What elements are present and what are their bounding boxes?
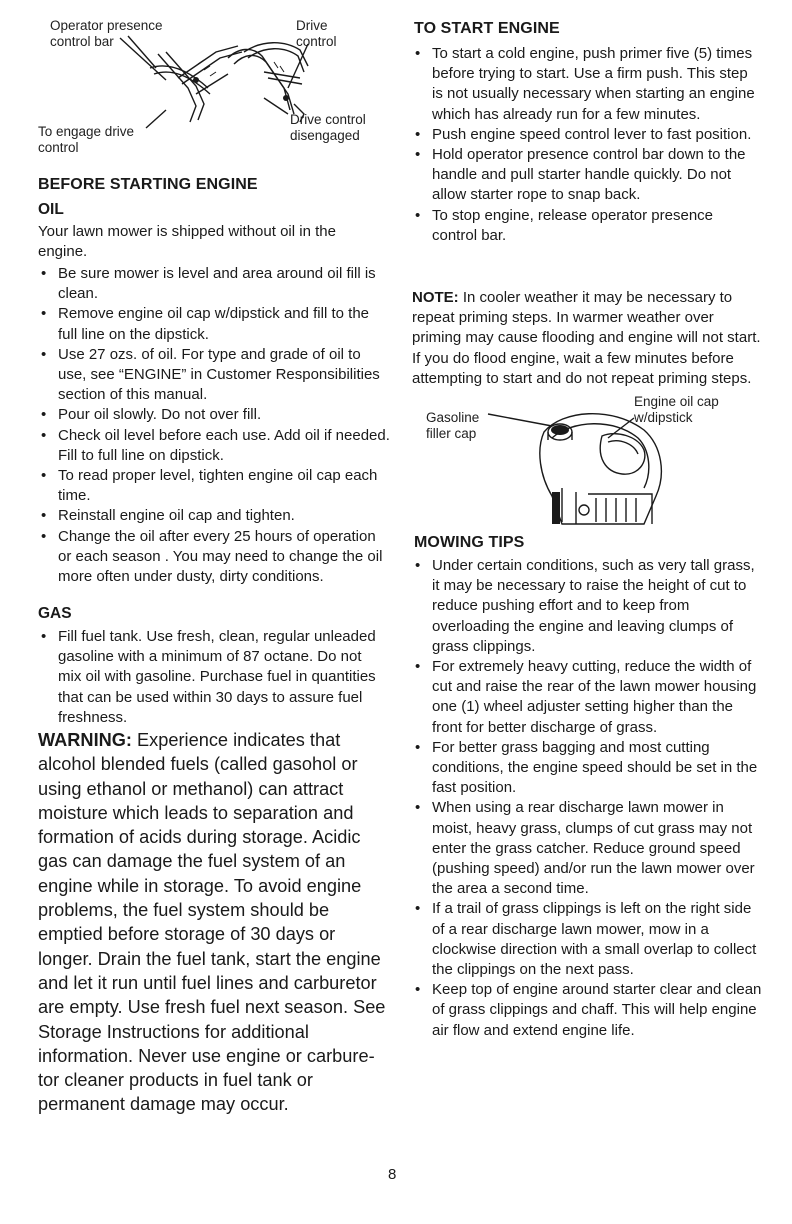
start-engine-list	[412, 44, 762, 246]
list-item: • Push engine speed control lever to fast position.	[412, 125, 762, 145]
oil-list	[38, 264, 390, 587]
list-item: • Remove engine oil cap w/dipstick and fill to the full line on the dipstick.	[38, 304, 390, 344]
label-disengaged: Drive control disengaged	[290, 112, 366, 143]
note-label: NOTE:	[412, 289, 459, 306]
mowing-tips-heading: MOWING TIPS	[414, 534, 525, 551]
gas-heading: GAS	[38, 605, 72, 622]
list-item: • Fill fuel tank. Use fresh, clean, regular unleaded gasoline with a minimum of 87 octane. Do not mix oil with gasoline. Purchase fuel in quantities that can be used within 30 days to assure fuel freshness.	[38, 627, 378, 728]
warning-text: Experience indicates that alcohol blended fuels (called gasohol or using ethanol or methanol) can attract moisture which leads to separation and formation of acids during storage. Acidic gas can damage the fuel system of an engine while in storage. To avoid engine problems, the fuel system should be emptied before storage of 30 days or longer. Drain the fuel tank, start the engine and let it run until fuel lines and carburetor are empty. Use fresh fuel next season. See Storage Instructions for additional information. Never use engine or carbure- tor cleaner products in fuel tank or permanent damage may occur.	[38, 730, 386, 1115]
engine-caps-figure	[412, 392, 762, 532]
oil-intro: Your lawn mower is shipped without oil in the engine.	[38, 223, 336, 261]
label-drive-control: Drive control	[296, 18, 337, 49]
warning-label: WARNING:	[38, 730, 132, 750]
list-item: • If a trail of grass clippings is left on the right side of a rear discharge lawn mower, mow in a clockwise direction with a small overlap to collect the clippings on the next pass.	[412, 899, 762, 980]
oil-heading: OIL	[38, 201, 64, 218]
gas-list	[38, 627, 378, 728]
list-item: • Reinstall engine oil cap and tighten.	[38, 506, 390, 526]
list-item: • For extremely heavy cutting, reduce the width of cut and raise the rear of the lawn mower housing one (1) wheel adjuster setting higher than the front for better discharge of grass.	[412, 657, 762, 738]
list-item: • Change the oil after every 25 hours of operation or each season . You may need to change the oil more often under dusty, dirty conditions.	[38, 527, 390, 588]
before-starting-heading: BEFORE STARTING ENGINE	[38, 176, 258, 193]
label-operator-presence: Operator presence control bar	[50, 18, 163, 49]
list-item: • Keep top of engine around starter clear and clean of grass clippings and chaff. This will help engine air flow and extend engine life.	[412, 980, 762, 1041]
list-item: • To stop engine, release operator presence control bar.	[412, 206, 762, 246]
page-number: 8	[388, 1166, 397, 1183]
list-item: • Under certain conditions, such as very tall grass, it may be necessary to raise the height of cut to reduce pushing effort and to keep from overloading the engine and leaving clumps of grass clippings.	[412, 556, 762, 657]
list-item: • Pour oil slowly. Do not over fill.	[38, 405, 390, 425]
list-item: • Hold operator presence control bar down to the handle and pull starter handle quickly. Do not allow starter rope to snap back.	[412, 145, 762, 206]
warning-block	[38, 728, 392, 1117]
label-gasoline-cap: Gasoline filler cap	[426, 410, 480, 441]
list-item: • For better grass bagging and most cutting conditions, the engine speed should be set in the fast position.	[412, 738, 762, 799]
note-text: In cooler weather it may be necessary to repeat priming steps. In warmer weather over priming may cause flooding and engine will not start. If you do flood engine, wait a few minutes before attempting to start and do not repeat priming steps.	[412, 289, 761, 387]
note-block	[412, 288, 762, 389]
list-item: • To start a cold engine, push primer five (5) times before trying to start. Use a firm push. This step is not usually necessary when starting an engine which has already run for a few minutes.	[412, 44, 762, 125]
mowing-tips-list	[412, 556, 762, 1041]
start-engine-heading: TO START ENGINE	[414, 20, 560, 37]
label-oil-cap: Engine oil cap w/dipstick	[634, 394, 719, 425]
label-to-engage: To engage drive control	[38, 124, 135, 155]
drive-control-figure	[38, 18, 390, 170]
list-item: • When using a rear discharge lawn mower in moist, heavy grass, clumps of cut grass may not enter the grass catcher. Reduce ground speed (pushing speed) and/or run the lawn mower over the area a second time.	[412, 798, 762, 899]
list-item: • Use 27 ozs. of oil. For type and grade of oil to use, see “ENGINE” in Customer Responsibilities section of this manual.	[38, 345, 390, 406]
list-item: • Check oil level before each use. Add oil if needed. Fill to full line on dipstick.	[38, 426, 390, 466]
list-item: • To read proper level, tighten engine oil cap each time.	[38, 466, 390, 506]
list-item: • Be sure mower is level and area around oil fill is clean.	[38, 264, 390, 304]
